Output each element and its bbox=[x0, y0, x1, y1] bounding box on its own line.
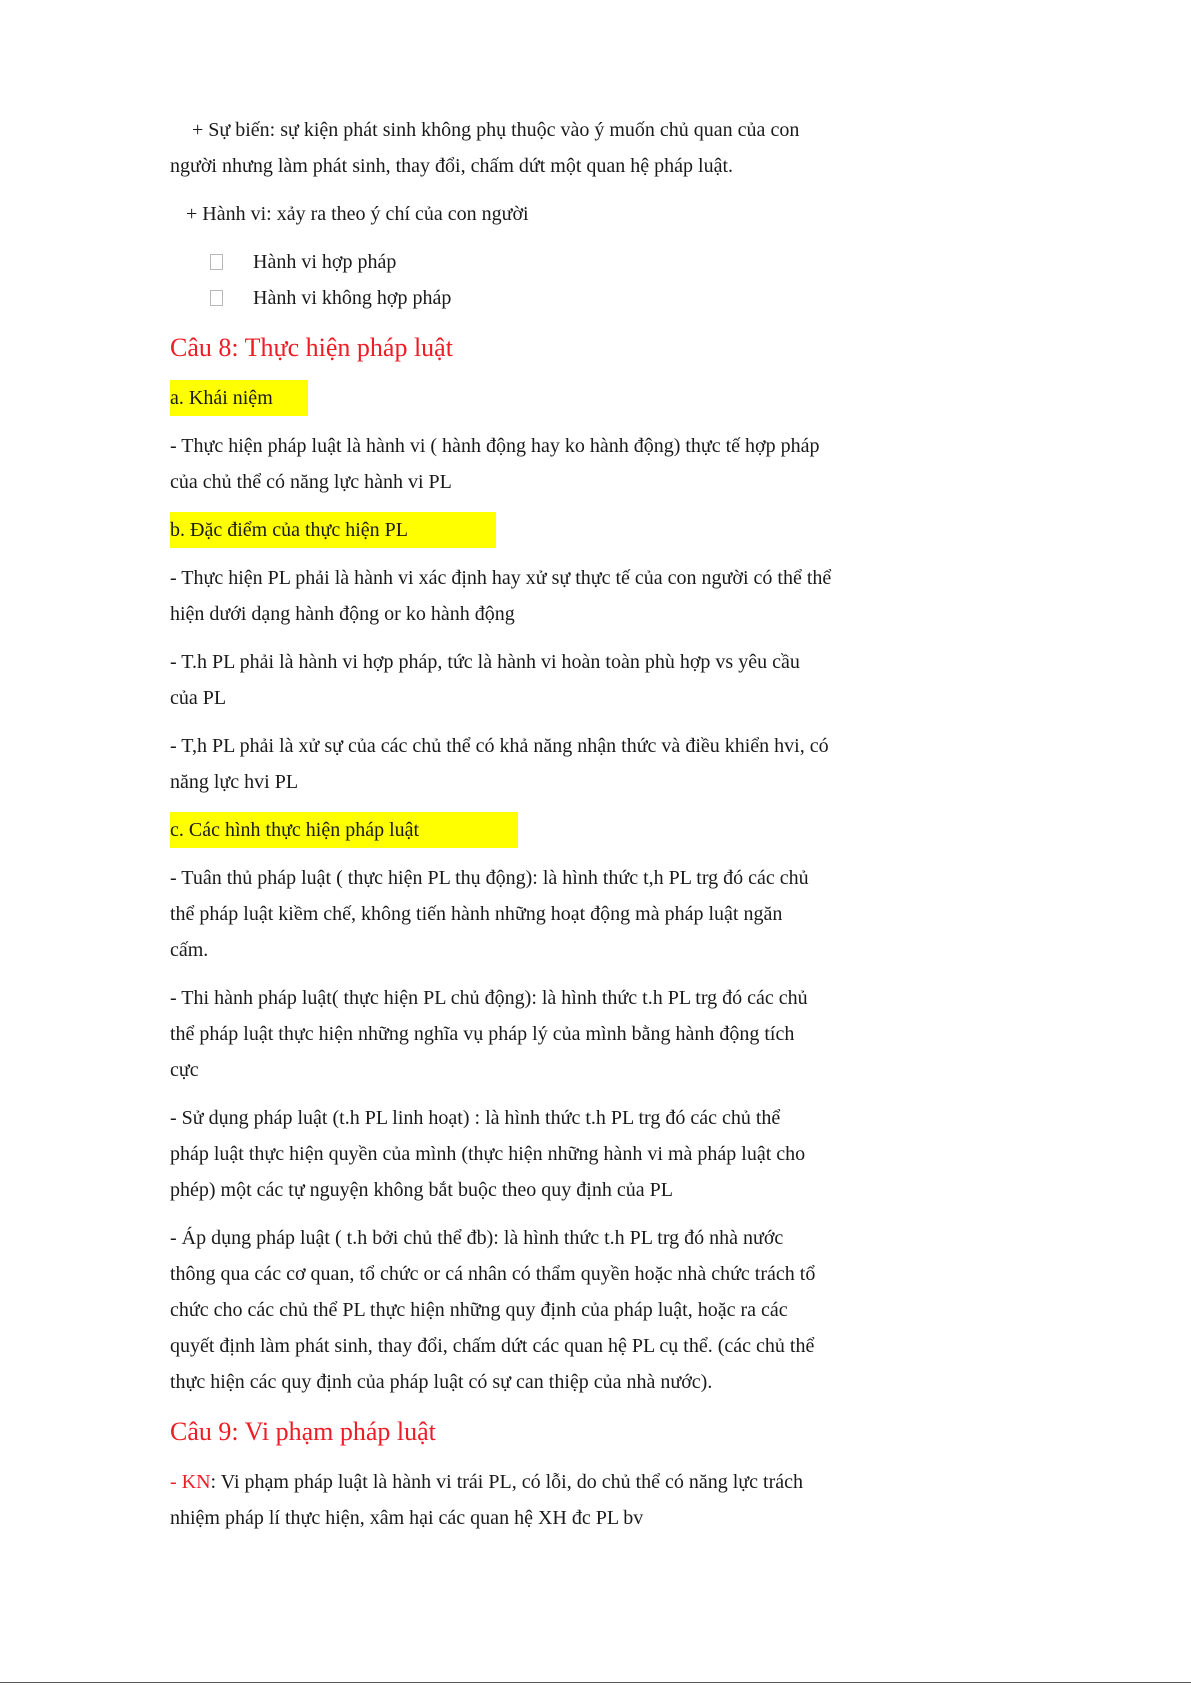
cau8-c-p2-line-2: thể pháp luật thực hiện những nghĩa vụ pháp lý của mình bằng hành động tích bbox=[170, 1023, 795, 1045]
hanh-vi-line: + Hành vi: xảy ra theo ý chí của con người bbox=[186, 203, 529, 225]
page-content bbox=[170, 112, 910, 1548]
cau8-c-p4-line-2: thông qua các cơ quan, tổ chức or cá nhân có thẩm quyền hoặc nhà chức trách tổ bbox=[170, 1263, 816, 1285]
cau8-b-title-row bbox=[170, 512, 910, 548]
cau8-b-paragraph-3 bbox=[170, 728, 910, 800]
cau8-heading: Câu 8: Thực hiện pháp luật bbox=[170, 333, 453, 362]
bullet-box-icon bbox=[210, 254, 223, 270]
su-bien-line-1: + Sự biến: sự kiện phát sinh không phụ thuộc vào ý muốn chủ quan của con bbox=[192, 119, 800, 141]
cau8-a-title: a. Khái niệm bbox=[170, 380, 308, 416]
cau8-c-p3-line-2: pháp luật thực hiện quyền của mình (thực hiện những hành vi mà pháp luật cho bbox=[170, 1143, 806, 1165]
bullet-box-icon bbox=[210, 290, 223, 306]
cau9-kn-line-2: nhiệm pháp lí thực hiện, xâm hại các quan hệ XH đc PL bv bbox=[170, 1507, 644, 1529]
cau8-c-p1-line-3: cấm. bbox=[170, 939, 209, 961]
cau8-c-p4-line-3: chức cho các chủ thể PL thực hiện những quy định của pháp luật, hoặc ra các bbox=[170, 1299, 788, 1321]
cau9-kn-label: - KN bbox=[170, 1471, 211, 1493]
cau8-c-p4-line-5: thực hiện các quy định của pháp luật có sự can thiệp của nhà nước). bbox=[170, 1371, 713, 1393]
cau8-a-title-row bbox=[170, 380, 910, 416]
cau8-c-p3-line-3: phép) một các tự nguyện không bắt buộc theo quy định của PL bbox=[170, 1179, 673, 1201]
cau8-c-paragraph-1 bbox=[170, 860, 910, 968]
cau9-heading: Câu 9: Vi phạm pháp luật bbox=[170, 1417, 436, 1446]
su-bien-continuation bbox=[170, 148, 910, 184]
su-bien-line-2: người nhưng làm phát sinh, thay đổi, chấm dứt một quan hệ pháp luật. bbox=[170, 155, 734, 177]
cau9-kn-paragraph bbox=[170, 1464, 910, 1536]
cau8-a-paragraph bbox=[170, 428, 910, 500]
cau8-b-p2-line-1: - T.h PL phải là hành vi hợp pháp, tức là hành vi hoàn toàn phù hợp vs yêu cầu bbox=[170, 651, 800, 673]
cau8-c-paragraph-3 bbox=[170, 1100, 910, 1208]
cau8-c-p2-line-1: - Thi hành pháp luật( thực hiện PL chủ động): là hình thức t.h PL trg đó các chủ bbox=[170, 987, 808, 1009]
su-bien-paragraph bbox=[170, 112, 910, 148]
cau9-kn-line-1 bbox=[170, 1464, 910, 1500]
cau8-a-line-1: - Thực hiện pháp luật là hành vi ( hành động hay ko hành động) thực tế hợp pháp bbox=[170, 435, 820, 457]
bullet-text: Hành vi không hợp pháp bbox=[253, 287, 452, 309]
cau8-b-p3-line-1: - T,h PL phải là xử sự của các chủ thể có khả năng nhận thức và điều khiển hvi, có bbox=[170, 735, 829, 757]
cau8-c-p2-line-3: cực bbox=[170, 1059, 199, 1081]
bullet-text: Hành vi hợp pháp bbox=[253, 251, 397, 273]
cau8-a-line-2: của chủ thể có năng lực hành vi PL bbox=[170, 471, 452, 493]
bullet-item bbox=[170, 280, 910, 316]
page-bottom-rule bbox=[0, 1682, 1191, 1683]
cau8-c-p3-line-1: - Sử dụng pháp luật (t.h PL linh hoạt) : là hình thức t.h PL trg đó các chủ thể bbox=[170, 1107, 781, 1129]
cau8-b-p1-line-1: - Thực hiện PL phải là hành vi xác định hay xử sự thực tế của con người có thể thể bbox=[170, 567, 832, 589]
cau9-kn-line-1-text: : Vi phạm pháp luật là hành vi trái PL, có lỗi, do chủ thể có năng lực trách bbox=[210, 1471, 803, 1493]
cau8-c-title: c. Các hình thực hiện pháp luật bbox=[170, 812, 518, 848]
cau8-b-title: b. Đặc điểm của thực hiện PL bbox=[170, 512, 496, 548]
cau8-b-paragraph-1 bbox=[170, 560, 910, 632]
cau8-b-p2-line-2: của PL bbox=[170, 687, 227, 709]
hanh-vi-bullet-list bbox=[170, 244, 910, 316]
bullet-item bbox=[170, 244, 910, 280]
cau8-c-p1-line-1: - Tuân thủ pháp luật ( thực hiện PL thụ động): là hình thức t,h PL trg đó các chủ bbox=[170, 867, 809, 889]
cau8-c-p4-line-4: quyết định làm phát sinh, thay đổi, chấm dứt các quan hệ PL cụ thể. (các chủ thể bbox=[170, 1335, 815, 1357]
cau8-c-p4-line-1: - Áp dụng pháp luật ( t.h bởi chủ thể đb): là hình thức t.h PL trg đó nhà nước bbox=[170, 1227, 784, 1249]
cau8-c-paragraph-4 bbox=[170, 1220, 910, 1400]
cau8-c-paragraph-2 bbox=[170, 980, 910, 1088]
cau8-b-p1-line-2: hiện dưới dạng hành động or ko hành động bbox=[170, 603, 515, 625]
cau8-b-p3-line-2: năng lực hvi PL bbox=[170, 771, 299, 793]
cau8-c-p1-line-2: thể pháp luật kiềm chế, không tiến hành những hoạt động mà pháp luật ngăn bbox=[170, 903, 783, 925]
hanh-vi-paragraph bbox=[170, 196, 910, 232]
cau8-c-title-row bbox=[170, 812, 910, 848]
cau8-b-paragraph-2 bbox=[170, 644, 910, 716]
